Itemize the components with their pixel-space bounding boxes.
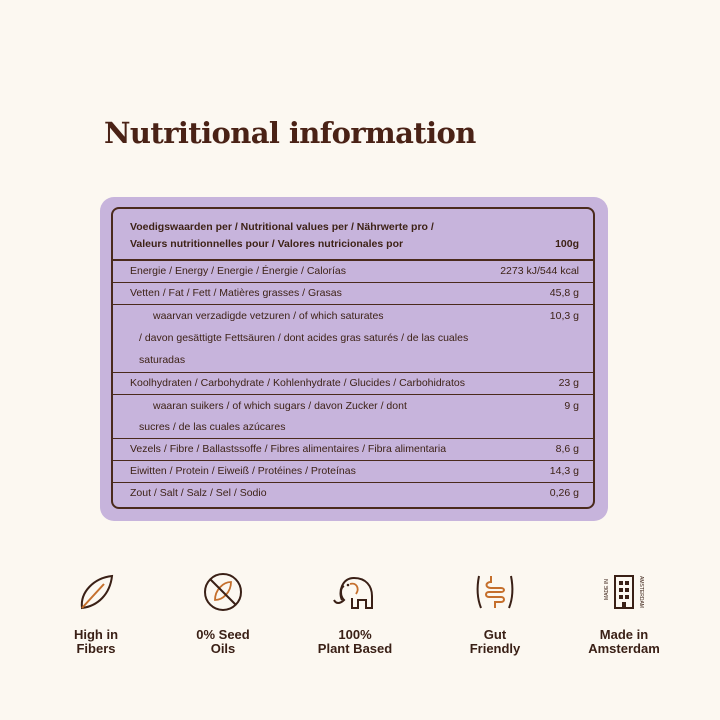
- row-label: Eiwitten / Protein / Eiweiß / Protéines / Proteínas: [130, 465, 356, 477]
- row-label: Zout / Salt / Salz / Sel / Sodio: [130, 487, 267, 499]
- badge-made-in-amsterdam: [564, 570, 684, 656]
- table-row: [113, 395, 593, 439]
- badge-line-1: 0% Seed: [196, 627, 250, 642]
- table-header: [113, 209, 593, 261]
- nutrition-table: [111, 207, 595, 509]
- badge-line-2: Amsterdam: [588, 641, 660, 656]
- header-line-2: Valeurs nutritionnelles pour / Valores nutricionales por: [130, 238, 404, 250]
- row-value: 45,8 g: [549, 287, 579, 299]
- row-value: 8,6 g: [555, 443, 579, 455]
- badge-line-2: Fibers: [76, 641, 116, 656]
- row-value: 0,26 g: [549, 487, 579, 499]
- row-label: waaran suikers / of which sugars / davon Zucker / dont: [153, 400, 407, 412]
- table-row: [113, 373, 593, 395]
- amsterdam-stamp-icon: [600, 570, 648, 614]
- table-row: [113, 283, 593, 305]
- elephant-icon: [330, 570, 380, 614]
- no-seed-oil-icon: [201, 570, 245, 614]
- badge-line-1: Made in: [599, 627, 649, 642]
- row-label: waarvan verzadigde vetzuren / of which saturates: [153, 310, 384, 322]
- badge-line-1: High in: [73, 627, 119, 642]
- row-label-continued: saturadas: [139, 354, 186, 366]
- badge-line-2: Oils: [210, 641, 236, 656]
- badge-line-2: Friendly: [469, 641, 521, 656]
- leaf-icon: [74, 570, 118, 614]
- table-row: [113, 261, 593, 283]
- badge-plant-based: [295, 570, 415, 656]
- row-label: Koolhydraten / Carbohydrate / Kohlenhydrate / Glucides / Carbohidratos: [130, 377, 466, 389]
- row-value: 14,3 g: [549, 465, 579, 477]
- badge-line-2: Plant Based: [317, 641, 393, 656]
- badge-high-in-fibers: [36, 570, 156, 656]
- header-line-1: Voedigswaarden per / Nutritional values per / Nährwerte pro /: [130, 221, 434, 233]
- row-value: 23 g: [558, 377, 579, 389]
- badge-line-1: 100%: [338, 627, 372, 642]
- row-label-continued: sucres / de las cuales azúcares: [139, 421, 286, 433]
- stamp-text-left: MADE IN: [604, 579, 610, 600]
- row-value: 9 g: [564, 400, 579, 412]
- row-value: 10,3 g: [549, 310, 579, 322]
- nutrition-card: [100, 197, 608, 521]
- table-row: [113, 305, 593, 373]
- badge-gut-friendly: [435, 570, 555, 656]
- header-value: 100g: [555, 238, 579, 250]
- row-label: Vetten / Fat / Fett / Matières grasses / Grasas: [130, 287, 342, 299]
- row-label: Vezels / Fibre / Ballastssoffe / Fibres alimentaires / Fibra alimentaria: [130, 443, 447, 455]
- table-row: [113, 439, 593, 461]
- row-label: Energie / Energy / Energie / Énergie / Calorías: [130, 265, 346, 277]
- page-title: Nutritional information: [104, 116, 476, 150]
- badge-no-seed-oils: [163, 570, 283, 656]
- row-label-continued: / davon gesättigte Fettsäuren / dont acides gras saturés / de las cuales: [139, 332, 469, 344]
- table-row: [113, 461, 593, 483]
- badge-line-1: Gut: [483, 627, 507, 642]
- row-value: 2273 kJ/544 kcal: [500, 265, 579, 277]
- stamp-text-right: AMSTERDAM: [638, 576, 644, 608]
- table-row: [113, 483, 593, 507]
- gut-icon: [473, 570, 517, 614]
